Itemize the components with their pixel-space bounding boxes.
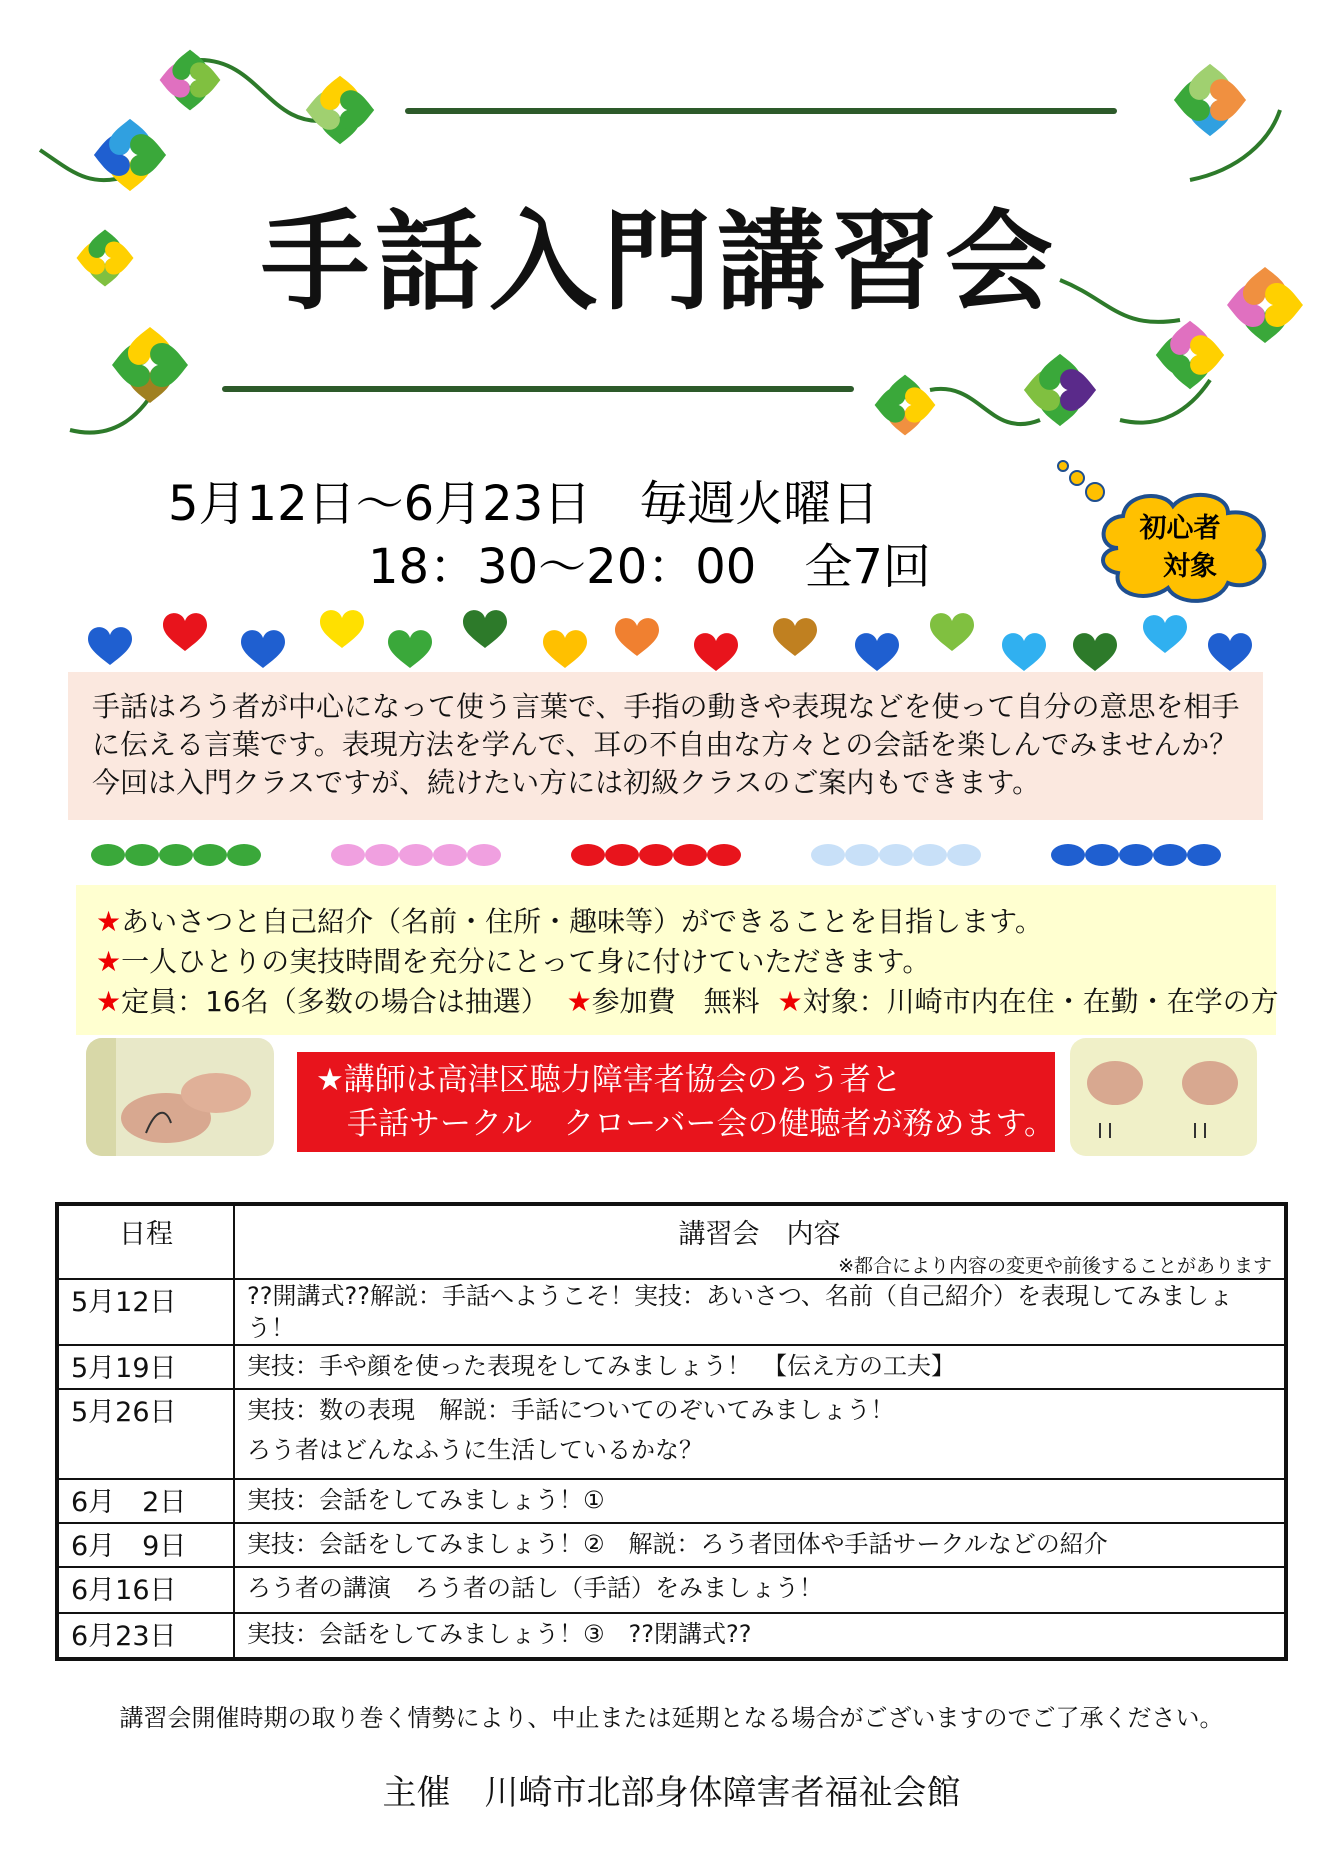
table-row: 6月 9日 実技：会話をしてみましょう！② 解説：ろう者団体や手話サークルなどの紹介 — [57, 1523, 1286, 1567]
host-text: 主催 川崎市北部身体障害者福祉会館 — [382, 1773, 961, 1813]
header-content: 講習会 内容 ※都合により内容の変更や前後することがあります — [234, 1204, 1286, 1279]
table-row: 6月16日 ろう者の講演 ろう者の話し（手話）をみましょう！ — [57, 1567, 1286, 1613]
title-rule-top — [405, 108, 1117, 114]
notice-text: 講習会開催時期の取り巻く情勢により、中止または延期となる場合がございますのでご了承ください。 — [119, 1704, 1224, 1732]
sign-language-photo-left — [86, 1038, 274, 1156]
beginner-badge — [1100, 510, 1260, 586]
hearts-decoration — [80, 605, 1270, 675]
schedule-table — [55, 1202, 1288, 1661]
table-row: 5月19日 実技：手や顔を使った表現をしてみましょう！ 【伝え方の工夫】 — [57, 1345, 1286, 1389]
schedule-dates: 5月12日～6月23日 毎週火曜日 — [168, 476, 880, 532]
table-header-row — [57, 1204, 1286, 1279]
header-date: 日程 — [57, 1204, 234, 1279]
instructor-text: ★講師は高津区聴力障害者協会のろう者と 手話サークル クローバー会の健聴者が務めます。 — [316, 1062, 1056, 1142]
star-icon: ★ — [566, 985, 592, 1018]
page-title: 手話入門講習会 — [260, 199, 1059, 325]
badge-line2: 対象 — [1163, 551, 1217, 582]
feature-3: ★定員：16名（多数の場合は抽選） ★参加費 無料 ★対象：川崎市内在住・在勤・在学の方 — [96, 985, 1279, 1018]
sign-language-photo-right — [1070, 1038, 1257, 1156]
schedule-time: 18：30～20：00 全7回 — [368, 539, 931, 595]
feature-2: ★一人ひとりの実技時間を充分にとって身に付けていただきます。 — [96, 945, 931, 978]
title-rule-bottom — [222, 386, 854, 392]
star-icon: ★ — [96, 905, 122, 938]
star-icon: ★ — [96, 945, 122, 978]
feature-1: ★あいさつと自己紹介（名前・住所・趣味等）ができることを目指します。 — [96, 905, 1043, 938]
table-row: 6月23日 実技：会話をしてみましょう！③ ??閉講式?? — [57, 1613, 1286, 1659]
table-row: 6月 2日 実技：会話をしてみましょう！① — [57, 1479, 1286, 1523]
table-row: 5月12日 ??開講式??解説：手話へようこそ！実技：あいさつ、名前（自己紹介）を表現してみましょう！ — [57, 1279, 1286, 1345]
star-icon: ★ — [96, 985, 122, 1018]
dots-divider — [90, 840, 1240, 870]
thought-bubbles-icon — [1055, 458, 1115, 508]
star-icon: ★ — [777, 985, 803, 1018]
intro-text: 手話はろう者が中心になって使う言葉で、手指の動きや表現などを使って自分の意思を相手に伝える言葉です。表現方法を学んで、耳の不自由な方々との会話を楽しんでみませんか？今回は入門クラスですが、続けたい方には初級クラスのご案内もできます。 — [92, 690, 1240, 799]
badge-line1: 初心者 — [1139, 513, 1221, 544]
table-row: 5月26日 実技：数の表現 解説：手話についてのぞいてみましょう！ ろう者はどんなふうに生活しているかな？ — [57, 1389, 1286, 1479]
